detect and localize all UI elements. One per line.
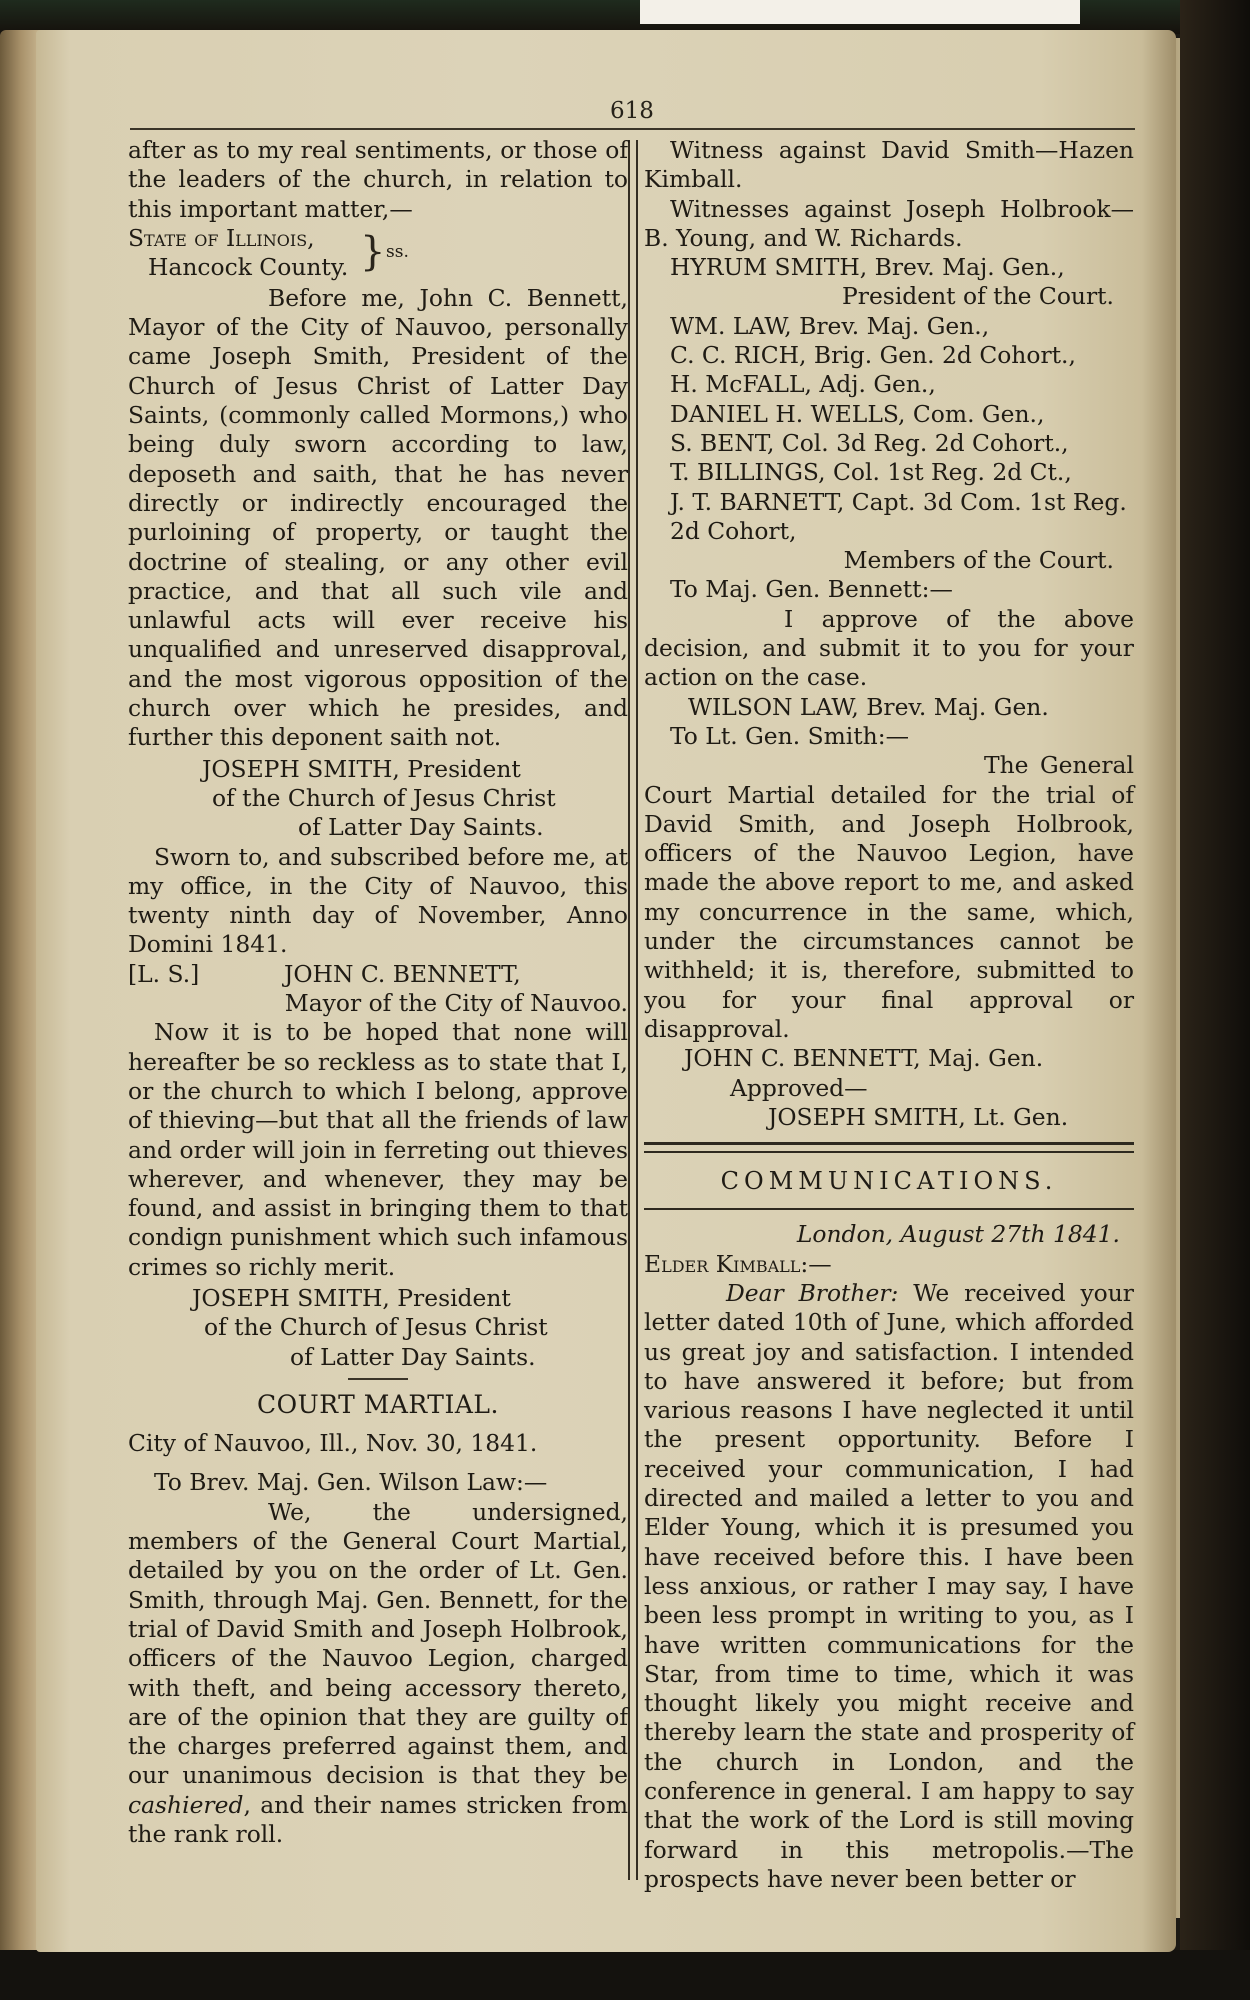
report-text: The General Court Martial detailed for the trial of David Smith, and Joseph Holbrook, officers of the Nauvoo Legion, have made the above report to me, and asked my concurrence in the same, which, under the circumstances cannot be withheld; it is, therefore, submitted to you for your final approval or disapproval. xyxy=(644,751,1134,1043)
background-bottom xyxy=(0,1950,1250,2000)
venue-ss: ss. xyxy=(386,241,409,262)
court-martial-heading: COURT MARTIAL. xyxy=(257,1389,499,1419)
letter-text: We received your letter dated 10th of June, which afforded us great joy and satisfaction. I intended to have answered it before; but from various reasons I have neglected it until the present opportunity. Before I received your communication, I had directed and mailed a letter to you and Elder Young, which it is presumed you have received before this. I have been less anxious, or rather I may say, I have been less prompt in writing to you, as I have written communications for the Star, from time to time, which it was thought likely you might receive and thereby learn the state and prosperity of the church in London, and the conference in general. I am happy to say that the work of the Lord is still moving forward in this metropolis.—The prospects have never been better or xyxy=(644,1278,1134,1893)
wilson-signature: WILSON LAW, Brev. Maj. Gen. xyxy=(688,692,1049,721)
page-number: 618 xyxy=(610,98,654,124)
left-column xyxy=(128,136,628,1849)
right-column xyxy=(644,136,1134,1894)
bennett-title: Mayor of the City of Nauvoo. xyxy=(284,989,628,1018)
signature-line: of the Church of Jesus Christ xyxy=(212,783,556,812)
background-right xyxy=(1180,0,1250,2000)
affidavit-text: Before me, John C. Bennett, Mayor of the City of Nauvoo, personally came Joseph Smith, President of the Church of Jesus Christ of Latter Day Saints, (commonly called Mormons,) who being duly sworn according to law, deposeth and saith, that he has never directly or indirectly encouraged the purloining of property, or taught the doctrine of stealing, or any other evil practice, and that all such vile and unlawful acts will ever receive his unqualified and unreserved disapproval, and the most vigorous opposition of the church over which he presides, and further this deponent saith not. xyxy=(128,283,628,752)
signature-line: of the Church of Jesus Christ xyxy=(204,1313,548,1342)
court-place-date: City of Nauvoo, Ill., Nov. 30, 1841. xyxy=(128,1429,538,1458)
court-member: WM. LAW, Brev. Maj. Gen., xyxy=(670,311,990,340)
signature-line: of Latter Day Saints. xyxy=(290,1342,536,1371)
smith-signature: JOSEPH SMITH, Lt. Gen. xyxy=(768,1102,1069,1131)
venue-county: Hancock County. xyxy=(148,252,349,281)
approved-label: Approved— xyxy=(730,1073,868,1102)
court-members xyxy=(670,312,1134,546)
witness-david: Witness against David Smith—Hazen Kimball. xyxy=(644,136,1134,194)
seal-mark: [L. S.] xyxy=(128,959,200,988)
hyrum-title: President of the Court. xyxy=(842,282,1114,311)
witness-holbrook: Witnesses against Joseph Holbrook—B. Young, and W. Richards. xyxy=(644,194,1134,252)
column-divider xyxy=(628,140,638,1880)
signature-line: JOSEPH SMITH, President xyxy=(192,1283,511,1312)
heading-rule xyxy=(644,1208,1134,1210)
communications-heading: COMMUNICATIONS. xyxy=(720,1167,1058,1196)
letter-salutation: Elder Kimball:— xyxy=(644,1249,832,1278)
members-label: Members of the Court. xyxy=(843,546,1114,575)
double-rule xyxy=(644,1142,1134,1153)
bennett-name: JOHN C. BENNETT, xyxy=(284,959,521,988)
dateline-text: London, August 27th 1841. xyxy=(796,1220,1120,1249)
notice-text: Now it is to be hoped that none will hereafter be so reckless as to state that I, or the church to which I belong, approve of thieving—but that all the friends of law and order will join in ferreting out thieves wherever, and whenever, they may be found, and assist in bringing them to that condign punishment which such infamous crimes so richly merit. xyxy=(128,1018,628,1281)
court-member: DANIEL H. WELLS, Com. Gen., xyxy=(670,399,1045,428)
court-member: H. McFALL, Adj. Gen., xyxy=(670,370,936,399)
court-decision-part: We, the undersigned, members of the General Court Martial, detailed by you on the order of Lt. Gen. Smith, through Maj. Gen. Bennett, for the trial of David Smith and Joseph Holbrook, officers of the Nauvoo Legion, charged with theft, and being accessory thereto, are of the opinion that they are guilty of the charges preferred against them, and our unanimous decision is that they be xyxy=(128,1497,628,1790)
approval-text: I approve of the above decision, and submit it to you for your action on the case. xyxy=(644,604,1134,692)
to-bennett: To Maj. Gen. Bennett:— xyxy=(670,575,953,604)
court-member: S. BENT, Col. 3d Reg. 2d Cohort., xyxy=(670,428,1069,457)
venue-state: State of Illinois, xyxy=(128,223,315,252)
signature-block-2 xyxy=(192,1284,628,1372)
paper-slip xyxy=(640,0,1080,24)
court-decision xyxy=(128,1498,628,1850)
letter-greeting: Dear Brother: xyxy=(726,1278,899,1307)
court-member: T. BILLINGS, Col. 1st Reg. 2d Ct., xyxy=(670,458,1072,487)
letter-body xyxy=(644,1279,1134,1894)
opening-text: after as to my real sentiments, or those of the leaders of the church, in relation to this important matter,— xyxy=(128,136,628,223)
bennett-signature: JOHN C. BENNETT, Maj. Gen. xyxy=(684,1044,1044,1073)
signature-line: of Latter Day Saints. xyxy=(298,813,544,842)
to-smith: To Lt. Gen. Smith:— xyxy=(670,721,909,750)
court-member: J. T. BARNETT, Capt. 3d Com. 1st Reg. 2d Cohort, xyxy=(670,487,1127,545)
court-decision-part: , and their names stricken from the rank roll. xyxy=(128,1790,628,1849)
seal-row xyxy=(128,960,628,989)
signature-block-1 xyxy=(202,755,628,843)
court-addressee: To Brev. Maj. Gen. Wilson Law:— xyxy=(154,1468,548,1497)
brace-glyph: } xyxy=(360,228,386,275)
letter-dateline xyxy=(644,1220,1134,1249)
header-rule xyxy=(130,128,1135,130)
sworn-text: Sworn to, and subscribed before me, at my office, in the City of Nauvoo, this twenty ninth day of November, Anno Domini 1841. xyxy=(128,842,628,959)
signature-line: JOSEPH SMITH, President xyxy=(202,754,521,783)
hyrum-signature: HYRUM SMITH, Brev. Maj. Gen., xyxy=(670,253,1065,282)
section-rule xyxy=(348,1378,408,1380)
court-member: C. C. RICH, Brig. Gen. 2d Cohort., xyxy=(670,341,1076,370)
court-decision-emphasis: cashiered xyxy=(128,1790,244,1819)
venue-block xyxy=(128,224,628,284)
